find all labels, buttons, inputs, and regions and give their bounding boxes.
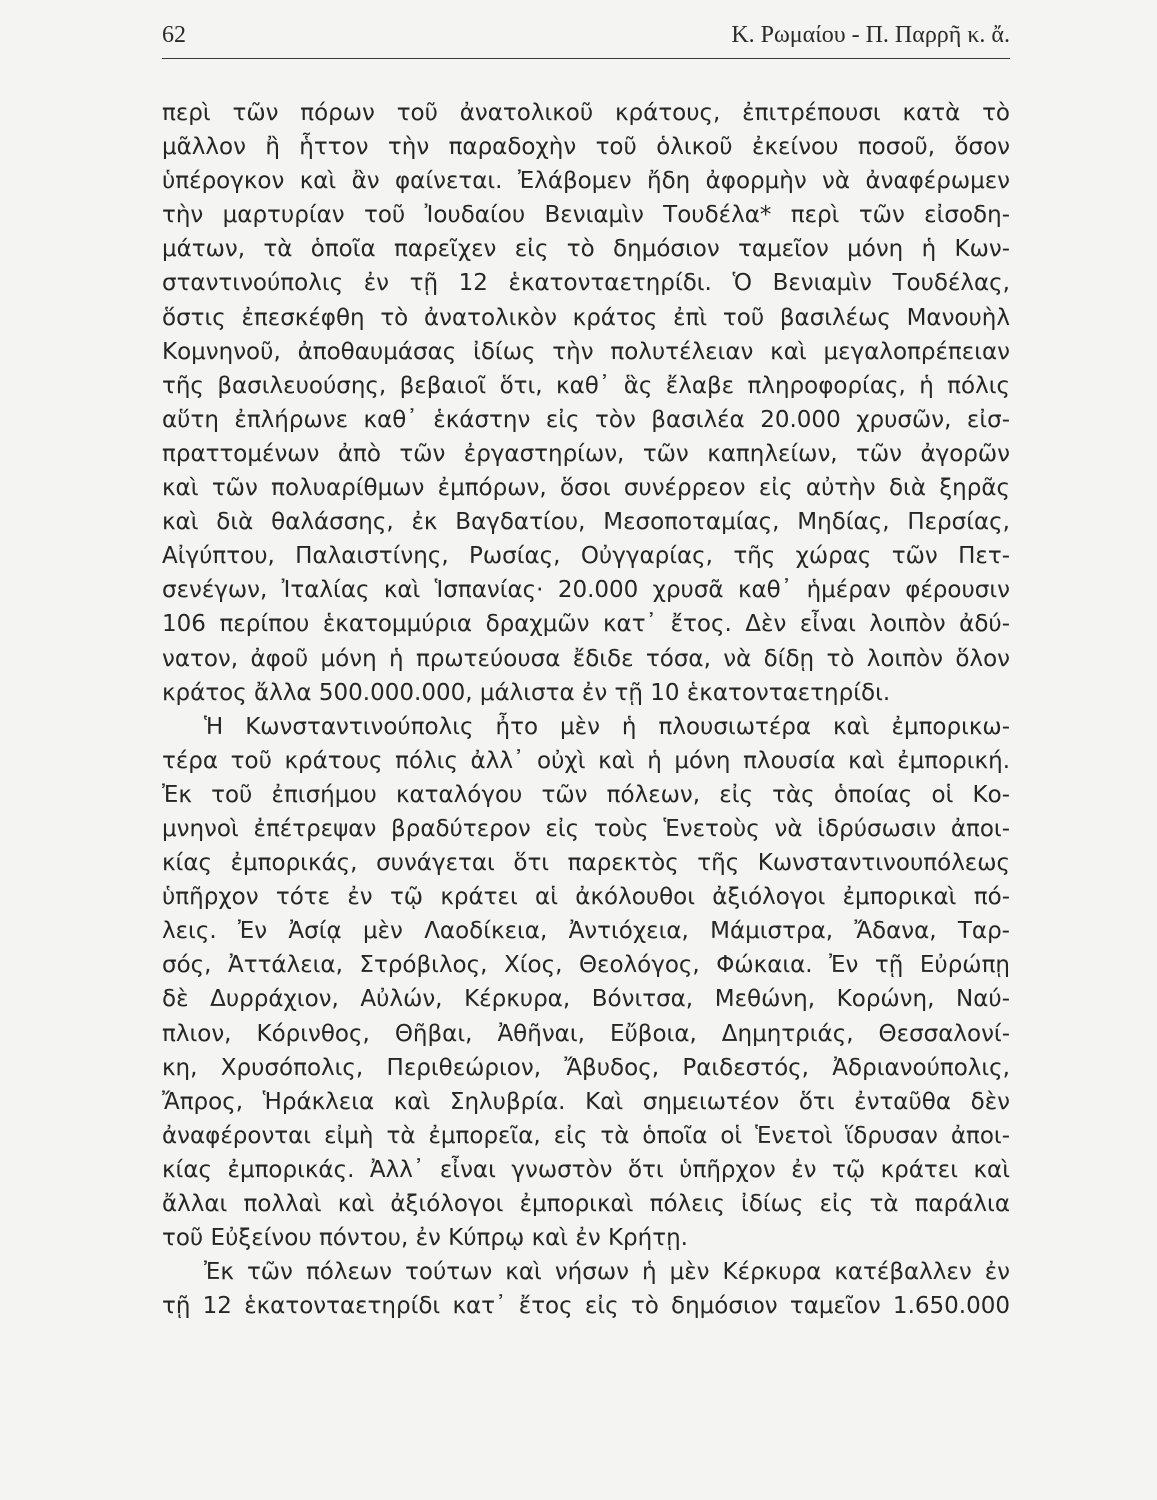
text-line: νατον, ἀφοῦ μόνη ἡ πρωτεύουσα ἔδιδε τόσα, νὰ δίδῃ τὸ λοιπὸν ὅλον [162, 645, 1010, 672]
text-line: σός, Ἀττάλεια, Στρόβιλος, Χίος, Θεολόγος, Φώκαια. Ἐν τῇ Εὐρώπῃ [162, 952, 1010, 979]
text-line: τῆς βασιλευούσης, βεβαιοῖ ὅτι, καθ᾽ ἃς ἔλαβε πληροφορίας, ἡ πόλις [162, 372, 1010, 399]
text-line: μάτων, τὰ ὁποῖα παρεῖχεν εἰς τὸ δημόσιον ταμεῖον μόνη ἡ Κων- [162, 236, 1010, 263]
text-line: ὅστις ἐπεσκέφθη τὸ ἀνατολικὸν κράτος ἐπὶ τοῦ βασιλέως Μανουὴλ [162, 304, 1010, 331]
paragraph-3 [162, 1255, 1010, 1323]
text-line: ἀναφέρονται εἰμὴ τὰ ἐμπορεῖα, εἰς τὰ ὁποῖα οἱ Ἑνετοὶ ἵδρυσαν ἀποι- [162, 1122, 1010, 1149]
text-line: Αἰγύπτου, Παλαιστίνης, Ρωσίας, Οὐγγαρίας, τῆς χώρας τῶν Πετ- [162, 543, 1010, 570]
text-line: κίας ἐμπορικάς. Ἀλλ᾽ εἶναι γνωστὸν ὅτι ὑπῆρχον ἐν τῷ κράτει καὶ [162, 1156, 1010, 1183]
text-line: τέρα τοῦ κράτους πόλις ἀλλ᾽ οὐχὶ καὶ ἡ μόνη πλουσία καὶ ἐμπορική. [162, 747, 1010, 774]
text-line: Ἐκ τῶν πόλεων τούτων καὶ νήσων ἡ μὲν Κέρκυρα κατέβαλλεν ἐν [204, 1259, 1010, 1286]
text-line: λεις. Ἐν Ἀσίᾳ μὲν Λαοδίκεια, Ἀντιόχεια, Μάμιστρα, Ἄδανα, Ταρ- [162, 918, 1010, 945]
text-line: μνηνοὶ ἐπέτρεψαν βραδύτερον εἰς τοὺς Ἑνετοὺς νὰ ἱδρύσωσιν ἀποι- [162, 815, 1010, 842]
text-line: Ἡ Κωνσταντινούπολις ἦτο μὲν ἡ πλουσιωτέρα καὶ ἐμπορικω- [204, 713, 1010, 740]
text-line: κίας ἐμπορικάς, συνάγεται ὅτι παρεκτὸς τῆς Κωνσταντινουπόλεως [162, 850, 1010, 877]
text-line: πλιον, Κόρινθος, Θῆβαι, Ἀθῆναι, Εὔβοια, Δημητριάς, Θεσσαλονί- [162, 1020, 1010, 1047]
header-rule [162, 58, 1010, 59]
text-line: ὑπῆρχον τότε ἐν τῷ κράτει αἱ ἀκόλουθοι ἀξιόλογοι ἐμπορικαὶ πό- [162, 884, 1010, 911]
page-header [162, 22, 1012, 58]
text-line: κράτος ἄλλα 500.000.000, μάλιστα ἐν τῇ 10 ἑκατονταετηρίδι. [162, 679, 891, 706]
text-line: αὕτη ἐπλήρωνε καθ᾽ ἑκάστην εἰς τὸν βασιλέα 20.000 χρυσῶν, εἰσ- [162, 406, 1010, 433]
text-line: τὴν μαρτυρίαν τοῦ Ἰουδαίου Βενιαμὶν Τουδέλα* περὶ τῶν εἰσοδη- [162, 202, 1010, 229]
text-line: Κομνηνοῦ, ἀποθαυμάσας ἰδίως τὴν πολυτέλειαν καὶ μεγαλοπρέπειαν [162, 338, 1010, 365]
paragraph-2 [162, 710, 1010, 1256]
text-line: τοῦ Εὐξείνου πόντου, ἐν Κύπρῳ καὶ ἐν Κρήτῃ. [162, 1225, 688, 1252]
paragraph-1 [162, 96, 1010, 710]
text-line: περὶ τῶν πόρων τοῦ ἀνατολικοῦ κράτους, ἐπιτρέπουσι κατὰ τὸ [162, 100, 1010, 126]
text-line: ἄλλαι πολλαὶ καὶ ἀξιόλογοι ἐμπορικαὶ πόλεις ἰδίως εἰς τὰ παράλια [162, 1191, 1010, 1217]
page-number: 62 [162, 22, 186, 48]
text-line: κη, Χρυσόπολις, Περιθεώριον, Ἄβυδος, Ραιδεστός, Ἀδριανούπολις, [162, 1054, 1010, 1081]
text-line: ὑπέρογκον καὶ ἂν φαίνεται. Ἐλάβομεν ἤδη ἀφορμὴν νὰ ἀναφέρωμεν [162, 168, 1010, 195]
text-line: πραττομένων ἀπὸ τῶν ἐργαστηρίων, τῶν καπηλείων, τῶν ἀγορῶν [162, 440, 1010, 467]
text-line: 106 περίπου ἑκατομμύρια δραχμῶν κατ᾽ ἔτος. Δὲν εἶναι λοιπὸν ἀδύ- [162, 611, 1010, 638]
text-line: Ἐκ τοῦ ἐπισήμου καταλόγου τῶν πόλεων, εἰς τὰς ὁποίας οἱ Κο- [162, 781, 1010, 808]
text-line: Ἄπρος, Ἡράκλεια καὶ Σηλυβρία. Καὶ σημειωτέον ὅτι ἐνταῦθα δὲν [162, 1088, 1010, 1115]
body-text [162, 96, 1010, 1323]
running-head: Κ. Ρωμαίου - Π. Παρρῆ κ. ἄ. [731, 22, 1010, 48]
text-line: μᾶλλον ἢ ἧττον τὴν παραδοχὴν τοῦ ὁλικοῦ ἐκείνου ποσοῦ, ὅσον [162, 134, 1010, 161]
text-line: καὶ διὰ θαλάσσης, ἐκ Βαγδατίου, Μεσοποταμίας, Μηδίας, Περσίας, [162, 509, 1010, 536]
text-line: σταντινούπολις ἐν τῇ 12 ἑκατονταετηρίδι. Ὁ Βενιαμὶν Τουδέλας, [162, 270, 1010, 297]
text-line: σενέγων, Ἰταλίας καὶ Ἱσπανίας· 20.000 χρυσᾶ καθ᾽ ἡμέραν φέρουσιν [162, 577, 1010, 604]
text-line: δὲ Δυρράχιον, Αὐλών, Κέρκυρα, Βόνιτσα, Μεθώνη, Κορώνη, Ναύ- [162, 986, 1010, 1013]
text-line: καὶ τῶν πολυαρίθμων ἐμπόρων, ὅσοι συνέρρεον εἰς αὐτὴν διὰ ξηρᾶς [162, 475, 1010, 502]
text-line: τῇ 12 ἑκατονταετηρίδι κατ᾽ ἔτος εἰς τὸ δημόσιον ταμεῖον 1.650.000 [162, 1293, 1010, 1320]
